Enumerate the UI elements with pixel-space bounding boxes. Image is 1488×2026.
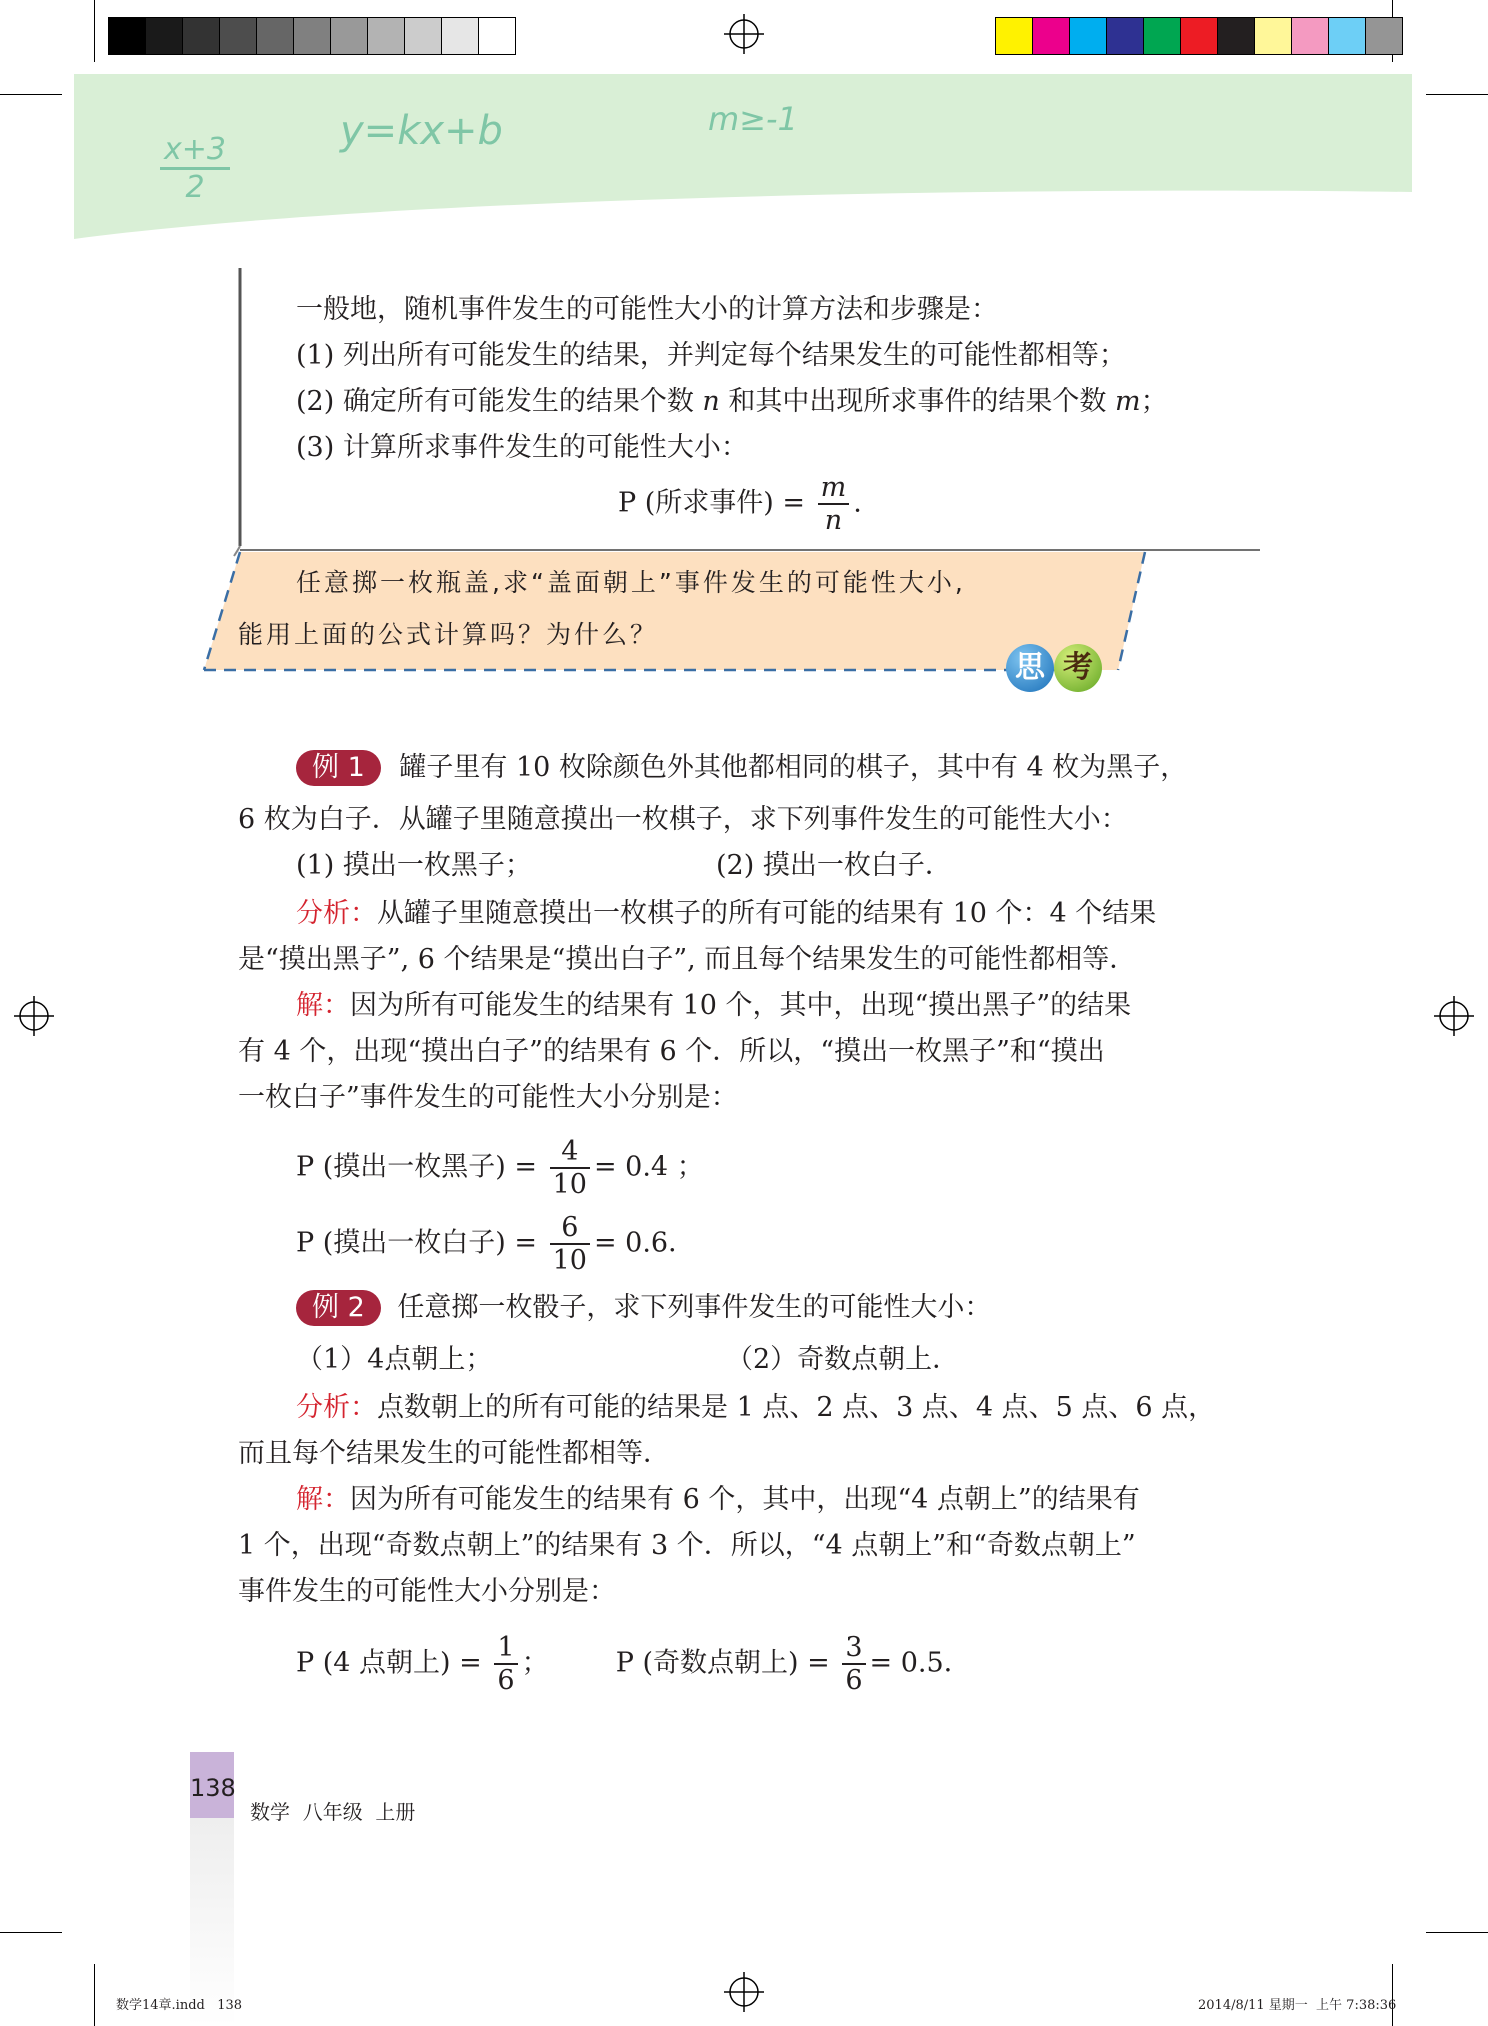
example-1-probability-2 [296,1214,695,1274]
summary-step-2 [296,386,1168,418]
summary-step-2-m: m [1114,386,1141,417]
color-swatch [1217,18,1254,54]
p1-numerator: 4 [550,1138,590,1169]
color-swatch [1291,18,1328,54]
example-2-line-1 [296,1290,991,1326]
color-swatch [1180,18,1217,54]
p2-numerator: 6 [550,1214,590,1245]
example-1-line-1 [296,750,1187,786]
example-1-text-1: 罐子里有 10 枚除颜色外其他都相同的棋子，其中有 4 枚为黑子， [399,752,1188,783]
book-title: 数学 八年级 上册 [250,1800,416,1824]
think-line-1: 任意掷一枚瓶盖,求“盖面朝上”事件发生的可能性大小, [296,568,966,597]
gray-swatch [109,18,145,54]
color-swatch [996,18,1032,54]
color-swatch [1328,18,1365,54]
summary-step-2-text-a: (2) 确定所有可能发生的结果个数 [296,386,703,417]
analysis-text: 点数朝上的所有可能的结果是 1 点、2 点、3 点、4 点、5 点、6 点， [377,1392,1216,1423]
gray-swatch [145,18,182,54]
p1-fraction [494,1634,517,1694]
think-badge-char-2: 考 [1054,644,1102,692]
handwritten-fraction-den: 2 [185,170,205,205]
registration-mark-bottom [724,1972,764,2012]
registration-mark-top [724,14,764,54]
p2-denominator: 10 [552,1245,587,1276]
print-timestamp: 2014/8/11 星期一 上午 7:38:36 [1198,1998,1397,2013]
header-band [74,74,1412,239]
example-1-line-2: 6 枚为白子．从罐子里随意摸出一枚棋子，求下列事件发生的可能性大小： [238,804,1128,835]
example-2-analysis-2: 而且每个结果发生的可能性都相等． [238,1438,670,1469]
summary-step-1: (1) 列出所有可能发生的结果，并判定每个结果发生的可能性都相等； [296,340,1126,371]
gray-swatch [330,18,367,54]
summary-step-2-text-c: ； [1140,386,1168,417]
color-swatch [1365,18,1402,54]
solution-text: 因为所有可能发生的结果有 6 个，其中，出现“4 点朝上”的结果有 [350,1484,1140,1515]
p2-right: = 0.6． [593,1227,696,1259]
p1-left: P (4 点朝上) = [296,1647,491,1679]
color-swatch [1032,18,1069,54]
handwritten-linear-function: y=kx+b [340,108,503,154]
color-swatch [1106,18,1143,54]
example-2-badge: 例 2 [296,1290,381,1326]
formula-left: P (所求事件) = [618,487,814,519]
registration-mark-left [14,996,54,1036]
example-1-solution-1 [296,990,1131,1022]
example-2-text-1: 任意掷一枚骰子，求下列事件发生的可能性大小： [397,1292,992,1323]
formula-fraction [818,474,850,534]
p1-fraction [550,1138,590,1198]
color-swatch [1254,18,1291,54]
page-number: 138 [190,1774,236,1802]
color-swatch [1069,18,1106,54]
registration-mark-right [1434,996,1474,1036]
p2-fraction [550,1214,590,1274]
formula-denominator: n [824,505,843,536]
summary-step-2-n: n [702,386,720,417]
solution-label: 解： [296,1484,350,1515]
example-2-solution-3: 事件发生的可能性大小分别是： [238,1576,616,1607]
p2-denominator: 6 [845,1665,863,1696]
example-2-question-1: （1）4点朝上； [296,1344,493,1375]
example-2-analysis-1 [296,1392,1215,1424]
file-info: 数学14章.indd 138 [116,1998,243,2013]
p1-numerator: 1 [494,1634,517,1665]
solution-label: 解： [296,990,350,1021]
example-2-solution-1 [296,1484,1140,1516]
p2-fraction [842,1634,865,1694]
gray-swatch [293,18,330,54]
analysis-label: 分析： [296,1392,377,1423]
summary-intro: 一般地，随机事件发生的可能性大小的计算方法和步骤是： [296,294,998,325]
p2-right: = 0.5． [869,1647,971,1679]
think-badge-char-1: 思 [1006,644,1054,692]
p1-denominator: 10 [552,1169,587,1200]
gray-swatch [256,18,293,54]
gray-swatch [219,18,256,54]
formula-numerator: m [818,474,850,505]
gray-swatch [404,18,441,54]
gray-swatch [367,18,404,54]
example-1-analysis-2: 是“摸出黑子”, 6 个结果是“摸出白子”, 而且每个结果发生的可能性都相等． [238,944,1137,975]
example-1-badge: 例 1 [296,750,381,786]
p2-numerator: 3 [842,1634,865,1665]
gray-swatch [441,18,478,54]
handwritten-fraction [160,132,230,205]
example-1-solution-3: 一枚白子”事件发生的可能性大小分别是： [238,1082,738,1113]
example-2-question-2: （2）奇数点朝上． [726,1344,960,1375]
summary-step-2-text-b: 和其中出现所求事件的结果个数 [719,386,1115,417]
example-1-question-1: (1) 摸出一枚黑子； [296,850,532,881]
formula-end: . [853,487,862,519]
solution-text: 因为所有可能发生的结果有 10 个，其中，出现“摸出黑子”的结果 [350,990,1132,1021]
gray-swatch [478,18,515,54]
p1-left: P (摸出一枚黑子) = [296,1151,546,1183]
p2-left: P (奇数点朝上) = [615,1647,839,1679]
color-swatch [1143,18,1180,54]
p1-right: ； [521,1647,549,1679]
analysis-label: 分析： [296,898,377,929]
gray-calibration-bar [108,17,516,55]
summary-step-3: (3) 计算所求事件发生的可能性大小： [296,432,748,463]
p1-right: = 0.4 ； [593,1151,704,1183]
p1-denominator: 6 [497,1665,515,1696]
handwritten-inequality: m≥-1 [708,100,798,138]
example-2-solution-2: 1 个，出现“奇数点朝上”的结果有 3 个．所以，“4 点朝上”和“奇数点朝上” [238,1530,1136,1561]
summary-formula [618,474,862,534]
example-2-probability-row [296,1634,971,1694]
example-1-solution-2: 有 4 个，出现“摸出白子”的结果有 6 个．所以，“摸出一枚黑子”和“摸出 [238,1036,1105,1067]
example-1-probability-1 [296,1138,704,1198]
analysis-text: 从罐子里随意摸出一枚棋子的所有可能的结果有 10 个：4 个结果 [377,898,1157,929]
think-line-2: 能用上面的公式计算吗？为什么？ [238,620,659,649]
handwritten-fraction-num: x+3 [160,132,230,170]
example-1-analysis-1 [296,898,1156,930]
color-calibration-bar [995,17,1403,55]
p2-left: P (摸出一枚白子) = [296,1227,546,1259]
example-1-question-2: (2) 摸出一枚白子． [716,850,952,881]
gray-swatch [182,18,219,54]
